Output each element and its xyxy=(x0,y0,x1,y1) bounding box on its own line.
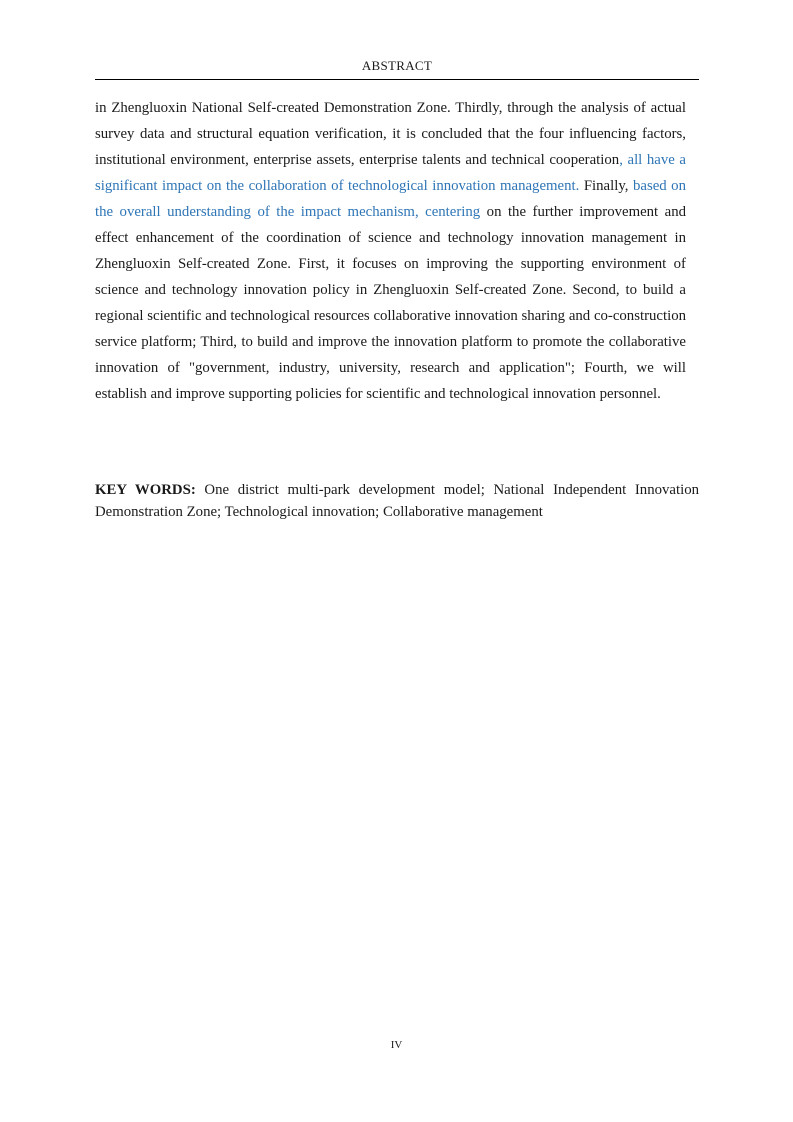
abstract-text-2: Finally, xyxy=(579,178,633,194)
page-number: IV xyxy=(390,1039,403,1051)
abstract-highlight-1: , all have a significant impact on the collaboration of technological innovation management. xyxy=(95,152,687,194)
abstract-highlight-2: based on the overall understanding of the impact mechanism, centering xyxy=(95,178,686,220)
keywords-text: One district multi-park development model; National Independent Innovation Demonstration Zone; Technological innovation; Collaborative management xyxy=(95,482,699,520)
abstract-text-1: in Zhengluoxin National Self-created Demonstration Zone. Thirdly, through the analysis of actual survey data and structural equation verification, it is concluded that the four influencing factors, institutional environment, enterprise assets, enterprise talents and technical cooperation xyxy=(95,100,686,168)
header-title: ABSTRACT xyxy=(361,58,433,73)
keywords-section xyxy=(95,479,699,523)
page-header xyxy=(95,57,699,80)
abstract-text-3: on the further improvement and effect enhancement of the coordination of science and technology innovation management in Zhengluoxin Self-created Zone. First, it focuses on improving the supporting environment of science and technology innovation policy in Zhengluoxin Self-created Zone. Second, to build a regional scientific and technological resources collaborative innovation sharing and co-construction service platform; Third, to build and improve the innovation platform to promote the collaborative innovation of "government, industry, university, research and application"; Fourth, we will establish and improve supporting policies for scientific and technological innovation personnel. xyxy=(95,204,686,402)
keywords-label: KEY WORDS: xyxy=(95,482,196,498)
abstract-paragraph xyxy=(95,95,686,407)
